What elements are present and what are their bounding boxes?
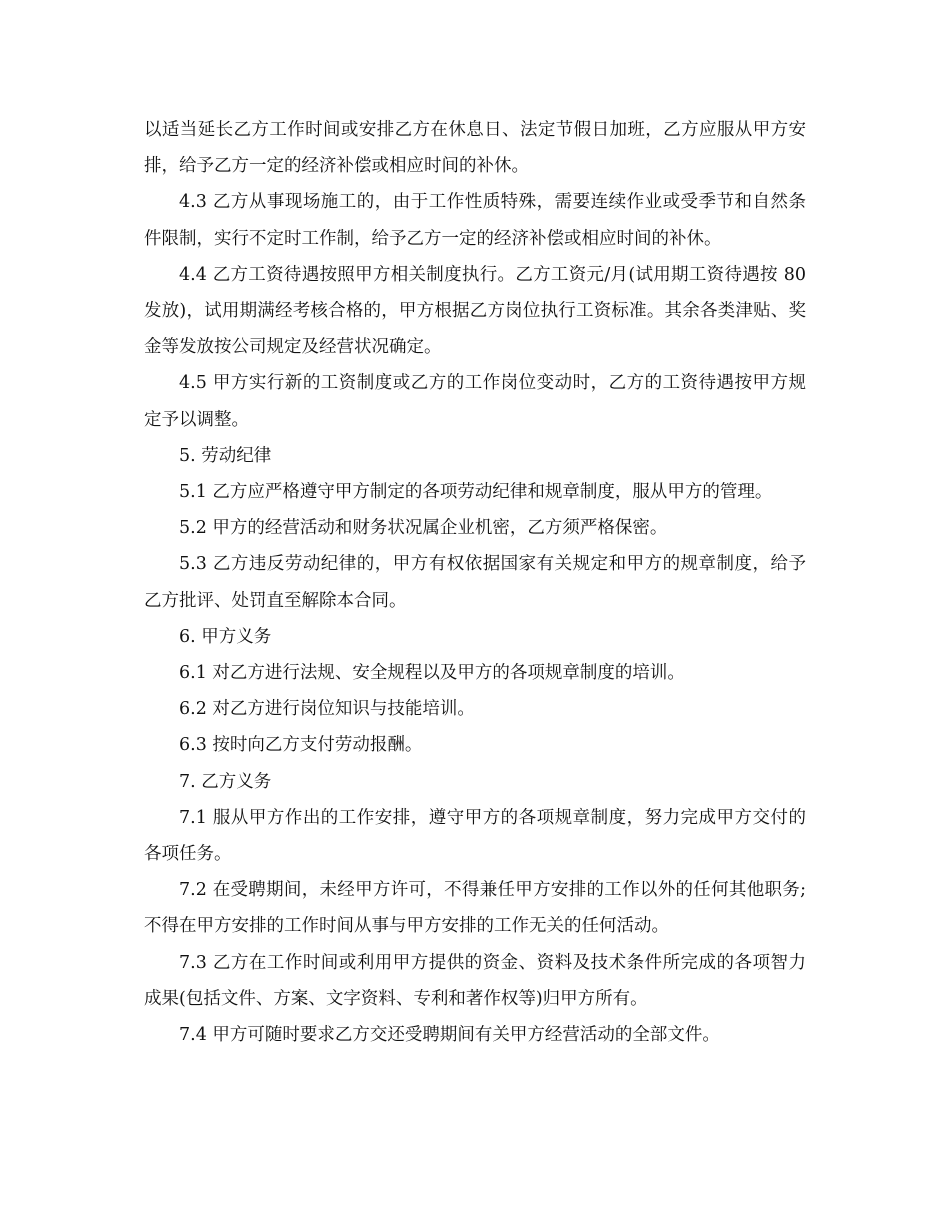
paragraph-7-4: 7.4 甲方可随时要求乙方交还受聘期间有关甲方经营活动的全部文件。 bbox=[179, 1025, 720, 1046]
paragraph-7-1: 7.1 服从甲方作出的工作安排，遵守甲方的各项规章制度，努力完成甲方交付的各项任务。 bbox=[144, 807, 806, 865]
paragraph-4-3: 4.3 乙方从事现场施工的，由于工作性质特殊，需要连续作业或受季节和自然条件限制，实行不定时工作制，给予乙方一定的经济补偿或相应时间的补休。 bbox=[144, 192, 806, 249]
paragraph-7-2: 7.2 在受聘期间，未经甲方许可，不得兼任甲方安排的工作以外的任何其他职务;不得在甲方安排的工作时间从事与甲方安排的工作无关的任何活动。 bbox=[144, 880, 806, 937]
paragraph-5-2: 5.2 甲方的经营活动和财务状况属企业机密，乙方须严格保密。 bbox=[179, 518, 668, 539]
paragraph-6-2: 6.2 对乙方进行岗位知识与技能培训。 bbox=[179, 699, 475, 720]
paragraph-continuation: 以适当延长乙方工作时间或安排乙方在休息日、法定节假日加班，乙方应服从甲方安排，给予乙方一定的经济补偿或相应时间的补休。 bbox=[144, 120, 806, 177]
paragraph-6-3: 6.3 按时向乙方支付劳动报酬。 bbox=[179, 735, 423, 756]
paragraph-5-1: 5.1 乙方应严格遵守甲方制定的各项劳动纪律和规章制度，服从甲方的管理。 bbox=[179, 482, 773, 503]
paragraph-4-4: 4.4 乙方工资待遇按照甲方相关制度执行。乙方工资元/月(试用期工资待遇按 80 发放)，试用期满经考核合格的，甲方根据乙方岗位执行工资标准。其余各类津贴、奖金等发放按公司规定及经营状况确定。 bbox=[144, 264, 806, 358]
section-heading-5: 5. 劳动纪律 bbox=[179, 445, 272, 466]
document-body bbox=[144, 112, 806, 1053]
paragraph-4-5: 4.5 甲方实行新的工资制度或乙方的工作岗位变动时，乙方的工资待遇按甲方规定予以调整。 bbox=[144, 373, 806, 430]
paragraph-7-3: 7.3 乙方在工作时间或利用甲方提供的资金、资料及技术条件所完成的各项智力成果(包括文件、方案、文字资料、专利和著作权等)归甲方所有。 bbox=[144, 952, 806, 1009]
paragraph-5-3: 5.3 乙方违反劳动纪律的，甲方有权依据国家有关规定和甲方的规章制度，给予乙方批评、处罚直至解除本合同。 bbox=[144, 554, 806, 611]
paragraph-6-1: 6.1 对乙方进行法规、安全规程以及甲方的各项规章制度的培训。 bbox=[179, 663, 685, 684]
section-heading-6: 6. 甲方义务 bbox=[179, 626, 272, 647]
section-heading-7: 7. 乙方义务 bbox=[179, 771, 272, 792]
